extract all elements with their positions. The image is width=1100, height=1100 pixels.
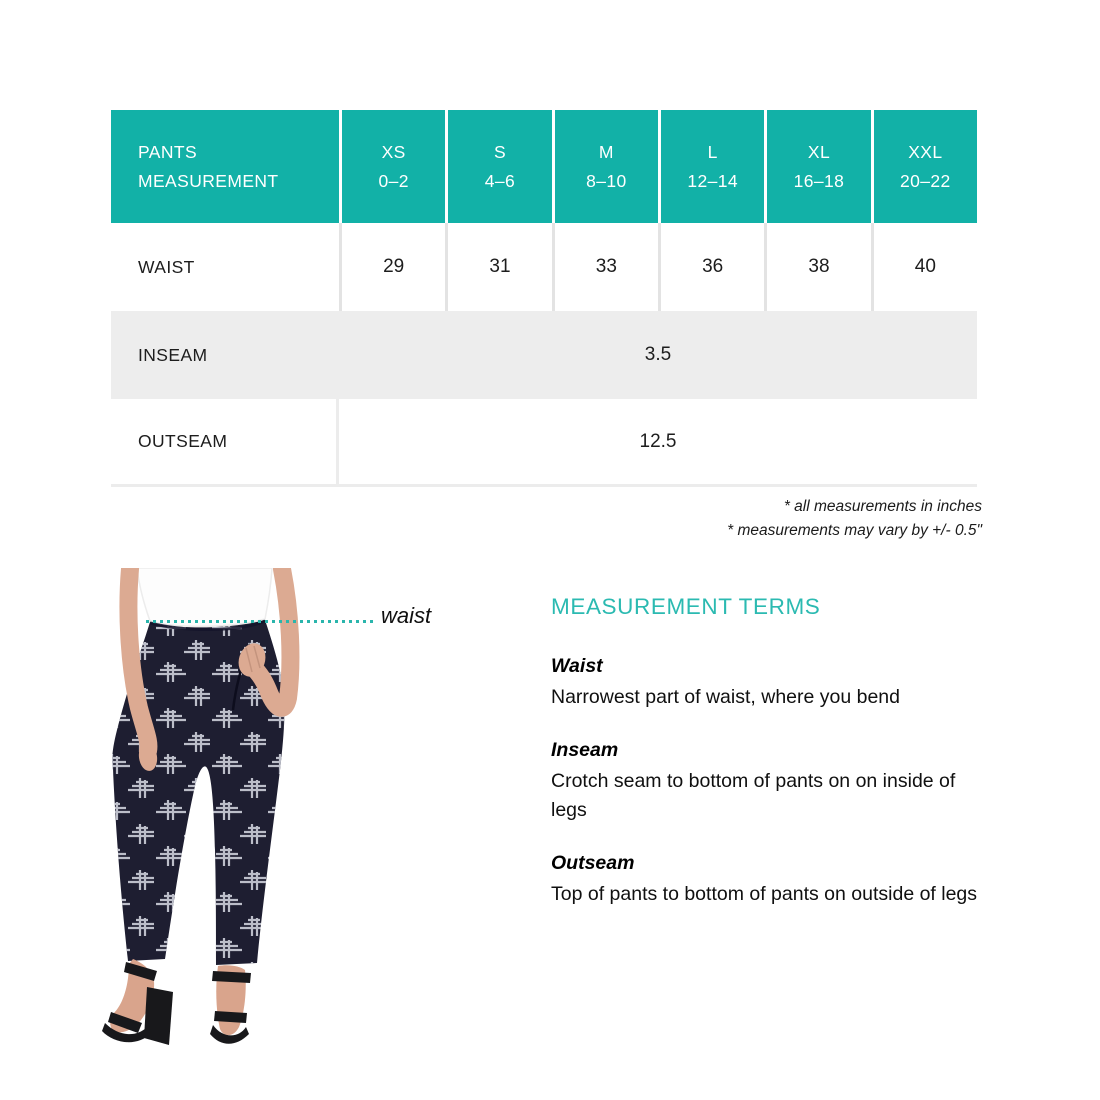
header-cell-pants-measurement	[111, 110, 339, 223]
waist-value-s: 31	[448, 223, 551, 311]
term-description: Narrowest part of waist, where you bend	[551, 686, 901, 708]
size-label: XS	[381, 141, 406, 162]
term-description: Crotch seam to bottom of pants on on inside of legs	[551, 770, 956, 821]
header-label: PANTS MEASUREMENT	[138, 141, 279, 191]
waist-value-xxl: 40	[874, 223, 977, 311]
terms-heading: MEASUREMENT TERMS	[551, 594, 821, 619]
row-label-waist: WAIST	[111, 223, 339, 311]
term-name: Outseam	[551, 852, 635, 874]
table-row-outseam	[111, 399, 977, 487]
white-top	[137, 568, 272, 626]
footnotes	[727, 495, 982, 543]
size-range: 4–6	[484, 170, 516, 191]
table-row-waist	[111, 223, 977, 311]
size-label: M	[598, 141, 614, 162]
waist-value-xs: 29	[342, 223, 445, 311]
waist-annotation-label: waist	[381, 603, 432, 628]
term-name: Inseam	[551, 739, 619, 761]
waist-value-xl: 38	[767, 223, 870, 311]
header-cell-xs	[342, 110, 445, 223]
waist-dotted-line	[146, 620, 373, 623]
measurement-terms-section	[551, 594, 991, 936]
size-range: 16–18	[793, 170, 845, 191]
size-label: XL	[807, 141, 831, 162]
row-label-inseam: INSEAM	[138, 344, 208, 365]
waist-value-m: 33	[555, 223, 658, 311]
footnote-units: * all measurements in inches	[783, 498, 982, 515]
header-cell-s	[448, 110, 551, 223]
size-label: XXL	[908, 141, 943, 162]
header-cell-m	[555, 110, 658, 223]
term-name: Waist	[551, 655, 603, 677]
size-range: 8–10	[586, 170, 627, 191]
term-outseam	[551, 852, 991, 909]
term-waist	[551, 655, 991, 712]
header-cell-xl	[767, 110, 870, 223]
header-cell-xxl	[874, 110, 977, 223]
header-cell-l	[661, 110, 764, 223]
waist-value-l: 36	[661, 223, 764, 311]
row-label-outseam: OUTSEAM	[111, 399, 339, 484]
model-photo	[100, 568, 330, 1053]
term-description: Top of pants to bottom of pants on outside of legs	[551, 883, 978, 905]
inseam-value: 3.5	[644, 344, 672, 365]
table-row-inseam	[111, 311, 977, 399]
outseam-value: 12.5	[639, 430, 677, 452]
size-range: 20–22	[899, 170, 951, 191]
size-range: 0–2	[378, 170, 409, 191]
footnote-tolerance: * measurements may vary by +/- 0.5"	[727, 522, 982, 539]
size-range: 12–14	[687, 170, 738, 191]
size-label: S	[493, 141, 507, 162]
size-table	[111, 110, 977, 487]
term-inseam	[551, 739, 991, 825]
size-label: L	[707, 141, 718, 162]
table-header-row	[111, 110, 977, 223]
